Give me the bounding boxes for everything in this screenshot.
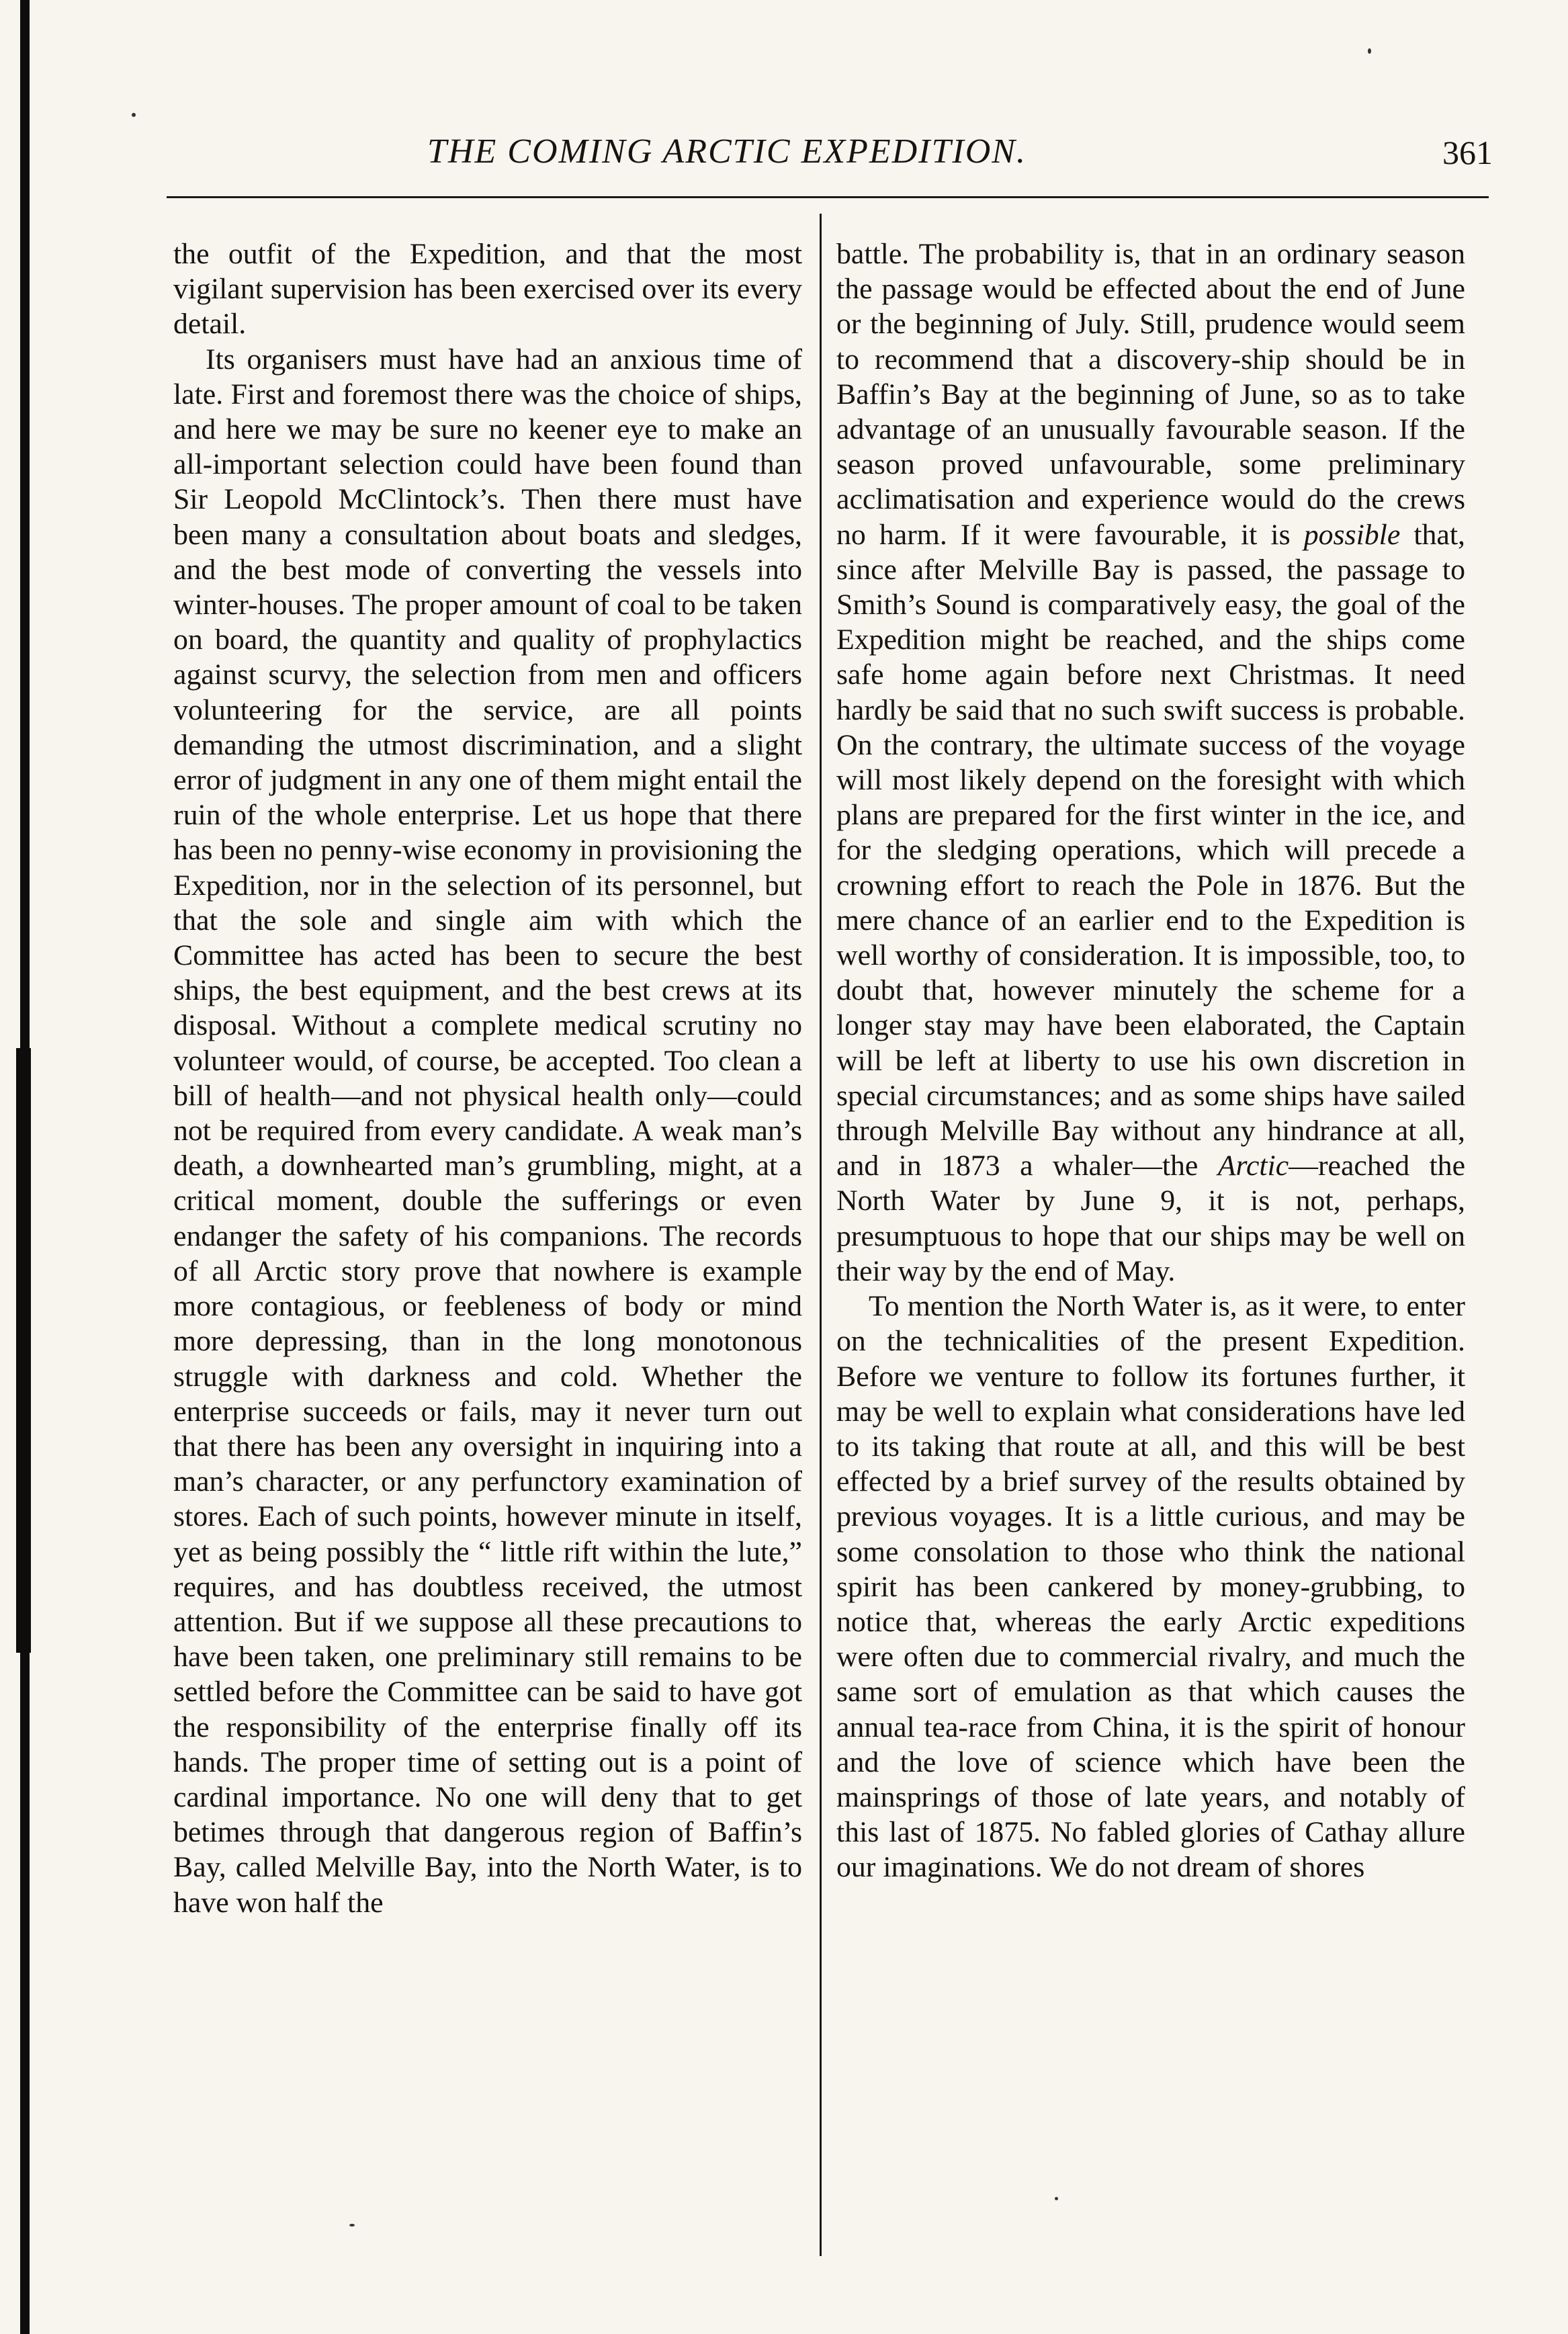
left-column	[173, 236, 802, 1920]
page-number: 361	[1442, 134, 1493, 171]
text-run: —reached the North Water by June 9, it is not, perhaps, presumptuous to hope that our ships may be well on their way by the end of May.	[836, 1150, 1466, 1287]
print-speck	[1055, 2197, 1058, 2200]
page-binding-shadow	[16, 1048, 31, 1653]
italic-word-possible: possible	[1303, 518, 1401, 551]
column-divider	[820, 214, 822, 2256]
running-title: THE COMING ARCTIC EXPEDITION.	[427, 132, 1027, 171]
print-speck	[349, 2224, 355, 2227]
page-header	[176, 122, 1493, 183]
print-speck	[1368, 48, 1371, 54]
italic-ship-name-arctic: Arctic	[1217, 1150, 1289, 1182]
text-run: that, since after Melville Bay is passed, the passage to Smith’s Sound is comparatively easy, the goal of the Expedition might be reached, and the ships come safe home again before next Christmas. It need hardly be said that no such swift success is probable. On the contrary, the ultimate success of the voyage will most likely depend on the foresight with which plans are prepared for the first winter in the ice, and for the sledging operations, which will precede a crowning effort to reach the Pole in 1876. But the mere chance of an earlier end to the Expedition is well worthy of consideration. It is impossible, too, to doubt that, however minutely the scheme for a longer stay may have been elaborated, the Captain will be left at liberty to use his own discretion in special circumstances; and as some ships have sailed through Melville Bay without any hindrance at all, and in 1873 a whaler—the	[836, 518, 1465, 1182]
paragraph: To mention the North Water is, as it were, to enter on the technicalities of the present Expedition. Before we venture to follow its fortunes further, it may be well to explain what considerations have led to its taking that route at all, and this will be best effected by a brief survey of the results obtained by previous voyages. It is a little curious, and may be some consolation to those who think the national spirit has been cankered by money-grubbing, to notice that, whereas the early Arctic expeditions were often due to commercial rivalry, and much the same sort of emulation as that which causes the annual tea-race from China, it is the spirit of honour and the love of science which have been the mainsprings of those of late years, and notably of this last of 1875. No fabled glories of Cathay allure our imaginations. We do not dream of shores	[836, 1290, 1465, 1884]
right-column	[836, 236, 1465, 1885]
print-speck	[132, 113, 136, 117]
paragraph: Its organisers must have had an anxious time of late. First and foremost there was the choice of ships, and here we may be sure no keener eye to make an all-important selection could have been found than Sir Leopold McClintock’s. Then there must have been many a consultation about boats and sledges, and the best mode of converting the vessels into winter-houses. The proper amount of coal to be taken on board, the quantity and quality of prophylactics against scurvy, the selection from men and officers volunteering for the service, are all points demanding the utmost discrimination, and a slight error of judgment in any one of them might entail the ruin of the whole enterprise. Let us hope that there has been no penny-wise economy in provisioning the Expedition, nor in the selection of its personnel, but that the sole and single aim with which the Committee has acted has been to secure the best ships, the best equipment, and the best crews at its disposal. Without a complete medical scrutiny no volunteer would, of course, be accepted. Too clean a bill of health—and not physical health only—could not be required from every candidate. A weak man’s death, a downhearted man’s grumbling, might, at a critical moment, double the sufferings or even endanger the safety of his companions. The records of all Arctic story prove that nowhere is example more contagious, or feebleness of body or mind more depressing, than in the long monotonous struggle with darkness and cold. Whether the enterprise succeeds or fails, may it never turn out that there has been any oversight in inquiring into a man’s character, or any perfunctory examination of stores. Each of such points, however minute in itself, yet as being possibly the “ little rift within the lute,” requires, and has doubtless received, the utmost attention. But if we suppose all these precautions to have been taken, one preliminary still remains to be settled before the Committee can be said to have got the responsibility of the enterprise finally off its hands. The proper time of setting out is a point of cardinal importance. No one will deny that to get betimes through that dangerous region of Baffin’s Bay, called Melville Bay, into the North Water, is to have won half the	[173, 343, 803, 1919]
text-run: battle. The probability is, that in an ordinary season the passage would be effected about the end of June or the beginning of July. Still, prudence would seem to recommend that a discovery-ship should be in Baffin’s Bay at the beginning of June, so as to take advantage of an unusually favourable season. If the season proved unfavourable, some preliminary acclimatisation and experience would do the crews no harm. If it were favourable, it is	[836, 238, 1465, 551]
header-rule	[167, 196, 1489, 198]
paragraph: the outfit of the Expedition, and that the most vigilant supervision has been exercised over its every detail.	[173, 238, 802, 341]
paragraph	[836, 236, 1465, 1289]
